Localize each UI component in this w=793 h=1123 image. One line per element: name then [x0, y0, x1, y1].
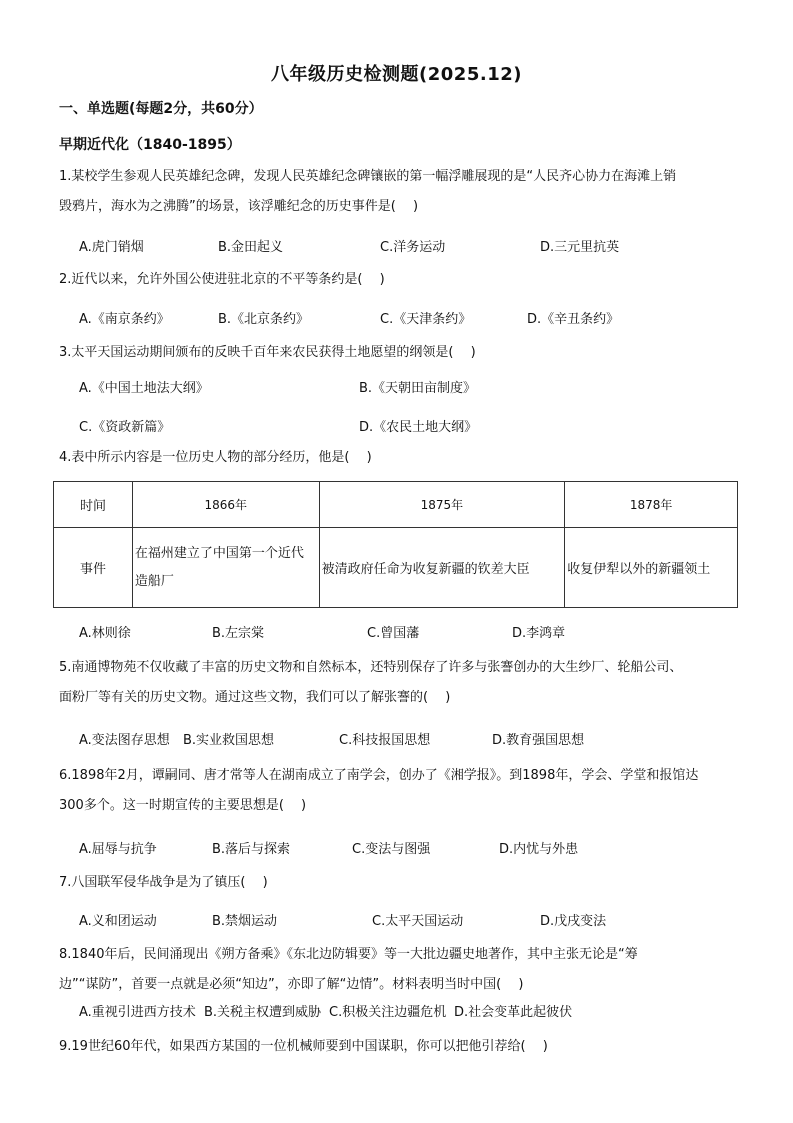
- table-header-cell: 1866年: [132, 482, 319, 528]
- table-row-label: 事件: [54, 528, 133, 608]
- option-a: A.义和团运动: [79, 914, 157, 929]
- option-b: B.落后与探索: [212, 842, 291, 857]
- option-b: B.《天朝田亩制度》: [359, 381, 477, 396]
- question-8-options: [79, 1001, 759, 1023]
- question-6-line-1: 6.1898年2月，谭嗣同、唐才常等人在湖南成立了南学会，创办了《湘学报》。到1898年，学会、学堂和报馆达: [59, 768, 699, 783]
- option-b: B.左宗棠: [212, 626, 265, 641]
- question-4-options: [79, 622, 759, 644]
- table-cell: 收复伊犁以外的新疆领土: [565, 528, 738, 608]
- option-c: C.《资政新篇》: [79, 420, 171, 435]
- question-3-line-1: 3.太平天国运动期间颁布的反映千百年来农民获得土地愿望的纲领是( ): [59, 345, 476, 360]
- table-header-cell: 时间: [54, 482, 133, 528]
- option-c: C.曾国藩: [367, 626, 420, 641]
- option-a: A.《南京条约》: [79, 312, 170, 327]
- question-8: [59, 940, 749, 1000]
- question-7: [59, 868, 749, 898]
- question-4: [59, 443, 749, 473]
- question-5-line-2: 面粉厂等有关的历史文物。通过这些文物，我们可以了解张謇的( ): [59, 690, 451, 705]
- question-7-line-1: 7.八国联军侵华战争是为了镇压( ): [59, 875, 268, 890]
- question-8-line-1: 8.1840年后，民间涌现出《朔方备乘》《东北边防辑要》等一大批边疆史地著作，其中主张无论是“筹: [59, 947, 638, 962]
- option-c: C.《天津条约》: [380, 312, 472, 327]
- option-b: B.实业救国思想: [183, 733, 275, 748]
- question-2-options: [79, 308, 759, 330]
- option-a: A.《中国土地法大纲》: [79, 381, 209, 396]
- table-row: [54, 528, 738, 608]
- table-header-cell: 1878年: [565, 482, 738, 528]
- option-d: D.三元里抗英: [540, 240, 620, 255]
- question-4-line-1: 4.表中所示内容是一位历史人物的部分经历，他是( ): [59, 450, 372, 465]
- question-6: [59, 761, 749, 821]
- section-heading: 一、单选题(每题2分，共60分）: [59, 101, 263, 117]
- question-1-line-1: 1.某校学生参观人民英雄纪念碑，发现人民英雄纪念碑镶嵌的第一幅浮雕展现的是“人民齐心协力在海滩上销: [59, 169, 677, 184]
- page-title: 八年级历史检测题(2025.12): [271, 64, 522, 85]
- option-b: B.《北京条约》: [218, 312, 310, 327]
- question-3-options-row-2: [79, 416, 759, 438]
- option-b: B.金田起义: [218, 240, 284, 255]
- option-d: D.教育强国思想: [492, 733, 585, 748]
- table-header-cell: 1875年: [319, 482, 565, 528]
- option-b: B.禁烟运动: [212, 914, 278, 929]
- option-c: C.变法与图强: [352, 842, 431, 857]
- option-d: D.社会变革此起彼伏: [454, 1005, 573, 1020]
- option-a: A.虎门销烟: [79, 240, 144, 255]
- question-8-line-2: 边”“谋防”，首要一点就是必须“知边”，亦即了解“边情”。材料表明当时中国( ): [59, 977, 524, 992]
- table-cell: 在福州建立了中国第一个近代造船厂: [132, 528, 319, 608]
- option-d: D.《辛丑条约》: [527, 312, 620, 327]
- option-a: A.屈辱与抗争: [79, 842, 157, 857]
- question-2: [59, 265, 749, 295]
- option-c: C.积极关注边疆危机: [329, 1005, 447, 1020]
- question-1: [59, 162, 749, 222]
- question-5-line-1: 5.南通博物苑不仅收藏了丰富的历史文物和自然标本，还特别保存了许多与张謇创办的大生纱厂、轮船公司、: [59, 660, 683, 675]
- question-5-options: [79, 729, 759, 751]
- question-5: [59, 653, 749, 713]
- question-1-line-2: 毁鸦片，海水为之沸腾”的场景，该浮雕纪念的历史事件是( ): [59, 199, 419, 214]
- question-3: [59, 338, 749, 368]
- question-2-line-1: 2.近代以来，允许外国公使进驻北京的不平等条约是( ): [59, 272, 385, 287]
- table-header-row: [54, 482, 738, 528]
- question-6-line-2: 300多个。这一时期宣传的主要思想是( ): [59, 798, 307, 813]
- option-a: A.林则徐: [79, 626, 131, 641]
- option-d: D.戊戌变法: [540, 914, 607, 929]
- option-d: D.内忧与外患: [499, 842, 579, 857]
- question-6-options: [79, 838, 759, 860]
- table-cell: 被清政府任命为收复新疆的钦差大臣: [319, 528, 565, 608]
- subsection-heading: 早期近代化（1840-1895）: [59, 137, 241, 153]
- question-1-options: [79, 236, 759, 258]
- question-7-options: [79, 910, 759, 932]
- option-a: A.变法图存思想: [79, 733, 170, 748]
- option-d: D.《农民土地大纲》: [359, 420, 478, 435]
- option-c: C.洋务运动: [380, 240, 446, 255]
- question-3-options-row-1: [79, 377, 759, 399]
- option-c: C.太平天国运动: [372, 914, 464, 929]
- question-9: [59, 1032, 749, 1062]
- option-c: C.科技报国思想: [339, 733, 431, 748]
- question-9-line-1: 9.19世纪60年代，如果西方某国的一位机械师要到中国谋职，你可以把他引荐给( ): [59, 1039, 548, 1054]
- option-d: D.李鸿章: [512, 626, 566, 641]
- option-a: A.重视引进西方技术: [79, 1005, 196, 1020]
- option-b: B.关税主权遭到威胁: [204, 1005, 322, 1020]
- history-table: [53, 481, 738, 608]
